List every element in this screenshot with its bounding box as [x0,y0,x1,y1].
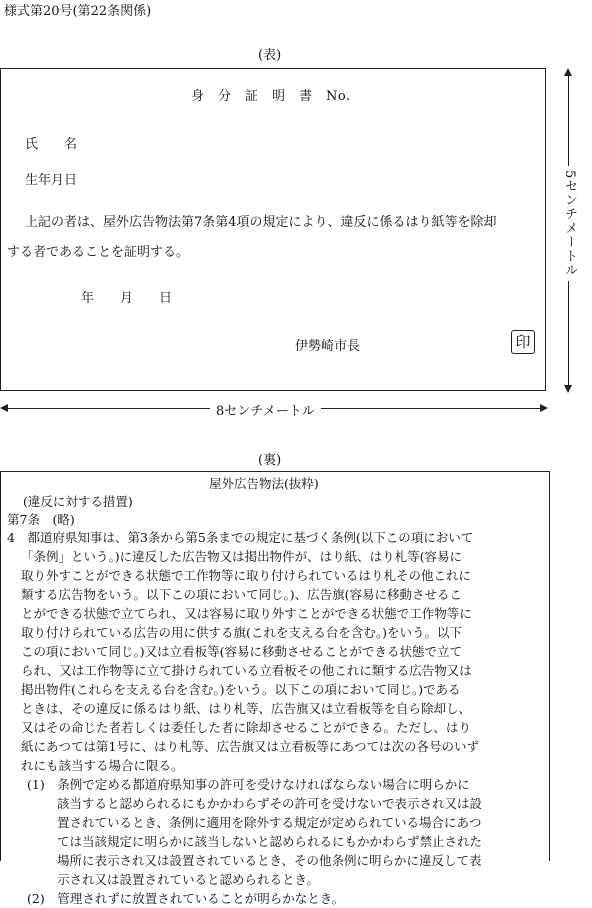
paragraph-line: 取り付けられている広告の用に供する旗(これを支える台を含む。)をいう。以下 [21,625,463,640]
paragraph-line: 紙にあつては第1号に、はり札等、広告旗又は立看板等にあつては次の各号のいず [21,739,479,754]
article-line: 第7条 (略) [7,512,75,527]
item-line: ては当該規定に明らかに該当しないと認められるにもかかわらず禁止された [57,834,483,849]
paragraph-4 [7,528,479,775]
item-line: 場所に表示され又は設置されているとき、その他条例に明らかに違反して表 [57,853,482,868]
arrow-down-icon [564,385,572,393]
paragraph-line: 4 都道府県知事は、第3条から第5条までの規定に基づく条例(以下この項において [7,530,474,545]
paragraph-line: この項において同じ。)又は立看板等(容易に移動させることができる状態で立て [21,644,463,659]
law-title: 屋外広告物法(抜粋) [209,476,319,491]
id-card-back [0,471,550,906]
arrow-up-icon [564,68,572,76]
item-line: 該当すると認められるにもかかわらずその許可を受けないで表示され又は設 [57,796,483,811]
paragraph-line: 又はその命じた者若しくは委任した者に除却させることができる。ただし、はり [21,720,472,735]
item-line: (1) 条例で定める都道府県知事の許可を受けなければならない場合に明らかに [27,777,470,792]
item-line: 置されているとき、条例に適用を除外する規定が定められている場合にあつ [57,815,482,830]
height-dimension-label: 5センチメートル [560,166,579,281]
paragraph-line: ときは、その違反に係るはり紙、はり札等、広告旗又は立看板等を自ら除却し、 [21,701,472,716]
form-label: 様式第20号(第22条関係) [4,4,152,19]
name-label: 氏 名 [25,137,78,152]
paragraph-line: れにも該当する場合に限る。 [21,758,184,773]
arrow-right-icon [540,404,548,412]
section-heading: (違反に対する措置) [23,494,133,509]
id-card-front [0,68,546,391]
item-line: 示され又は設置されていると認められるとき。 [57,872,320,887]
back-side-label: (裏) [258,453,282,468]
paragraph-line: 掲出物件(これらを支える台を含む。)をいう。以下この項において同じ。)である [21,682,461,697]
item-1 [27,775,482,889]
width-dimension-label: 8センチメートル [210,400,321,419]
paragraph-line: られ、又は工作物等に立て掛けられている立看板その他これに類する広告物又は [21,663,472,678]
front-side-label: (表) [258,48,282,63]
issue-date-line: 年 月 日 [81,291,173,306]
certification-line-1: 上記の者は、屋外広告物法第7条第4項の規定により、違反に係るはり紙等を除却 [25,215,497,230]
seal-stamp: 印 [511,330,535,354]
item-2: (2) 管理されずに放置されていることが明らかなとき。 [27,891,345,906]
arrow-left-icon [0,404,8,412]
issuer-name: 伊勢崎市長 [295,339,361,354]
paragraph-line: 「条例」という。)に違反した広告物又は掲出物件が、はり紙、はり札等(容易に [21,549,463,564]
paragraph-line: 取り外すことができる状態で工作物等に取り付けられているはり札その他これに [21,568,472,583]
birth-date-label: 生年月日 [25,173,78,188]
certification-line-2: する者であることを証明する。 [7,245,190,260]
paragraph-line: 類する広告物をいう。以下この項において同じ。)、広告旗(容易に移動させるこ [21,587,463,602]
card-title: 身 分 証 明 書 No. [191,89,351,104]
paragraph-line: とができる状態で立てられ、又は容易に取り外すことができる状態で工作物等に [21,606,472,621]
